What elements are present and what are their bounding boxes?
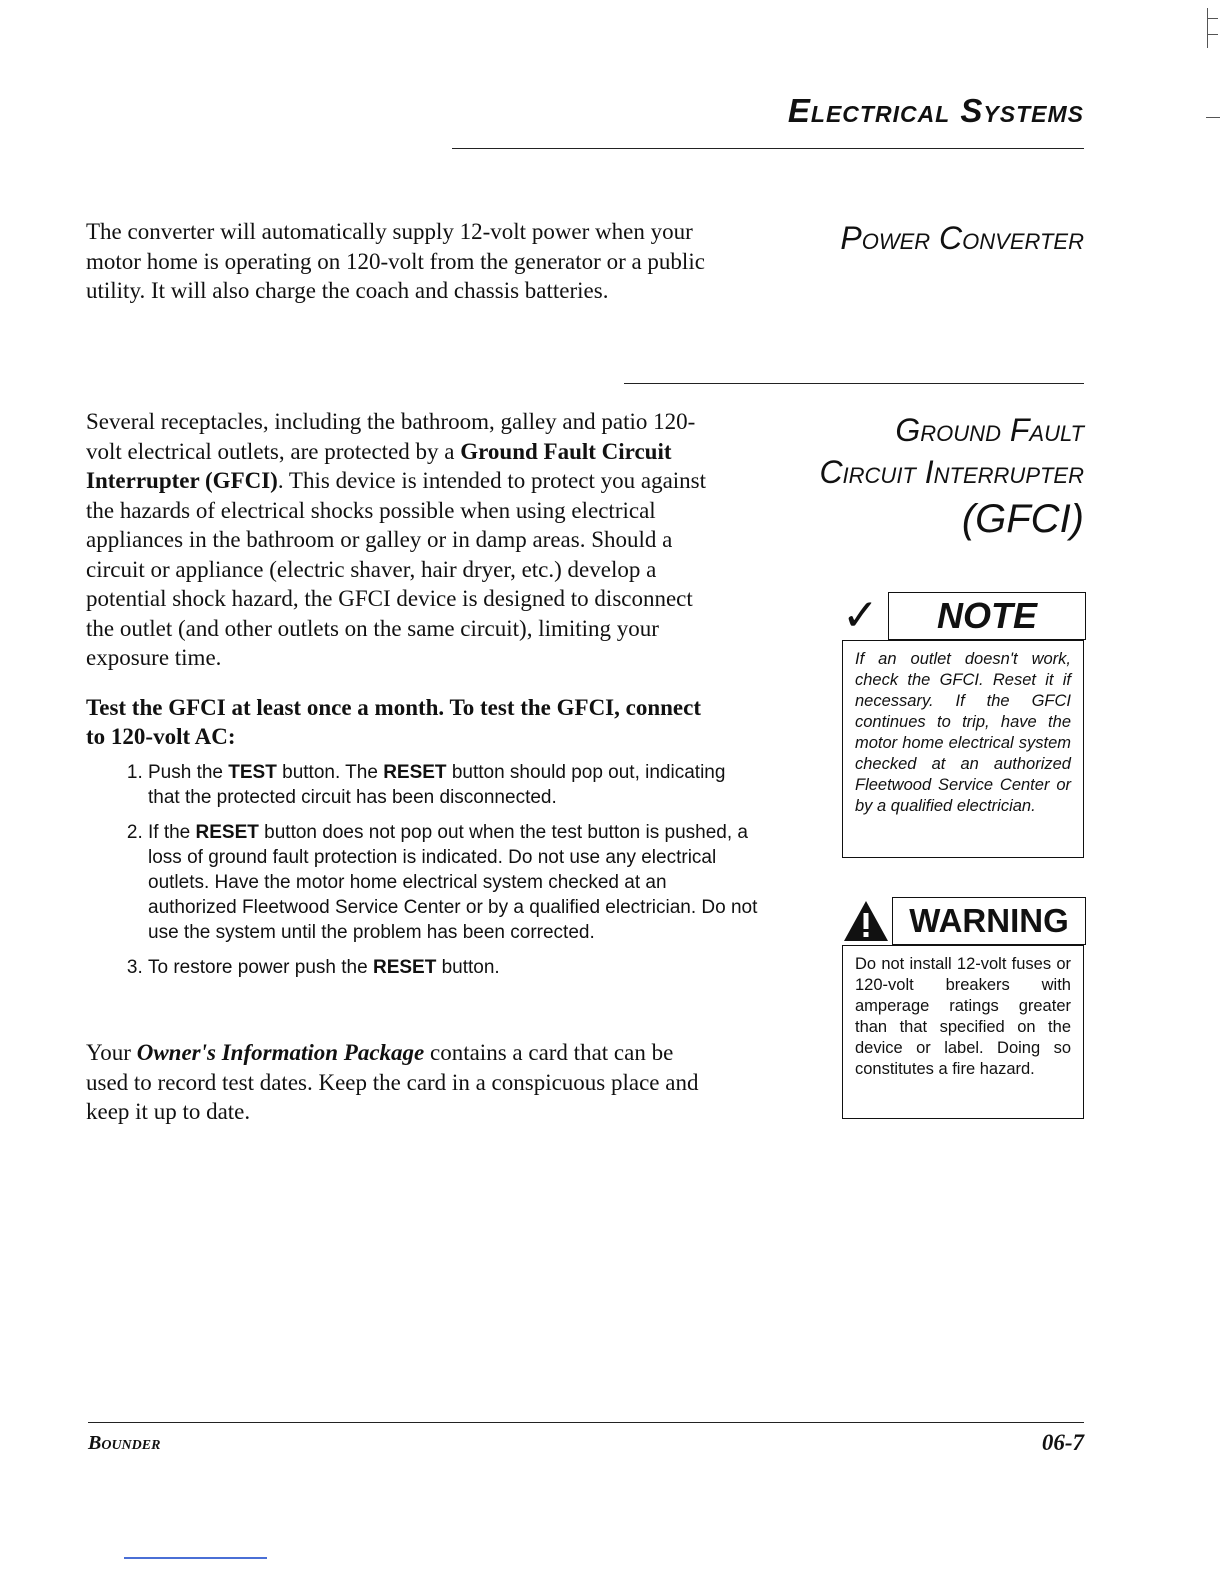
note-title: NOTE bbox=[888, 592, 1086, 640]
step-bold: RESET bbox=[372, 957, 437, 978]
gfci-intro-bold: Ground Fault Circuit Interrupter (GFCI) bbox=[86, 438, 672, 493]
warning-title: WARNING bbox=[892, 897, 1086, 945]
record-text bbox=[86, 1038, 716, 1127]
section-rule bbox=[624, 383, 1084, 384]
step-item bbox=[148, 955, 758, 980]
footer-model-name: Bounder bbox=[88, 1432, 161, 1454]
step-item bbox=[148, 820, 758, 945]
step-text: button should pop out, indicating that the protected circuit has been disconnected. bbox=[148, 762, 726, 808]
gfci-intro-part2: . This device is intended to protect you against the hazards of electrical shocks possible when using electrical appliances in the bathroom or galley or in damp areas. Should a circuit or appliance (electric shaver, hair dryer, etc.) develop a potential shock hazard, the GFCI device is designed to disconnect the outlet (and other outlets on the same circuit), limiting your exposure time. bbox=[86, 468, 707, 670]
owners-package-title: Owner's Information Package bbox=[136, 1040, 425, 1065]
note-box bbox=[842, 592, 1086, 859]
power-converter-heading: Power Converter bbox=[840, 220, 1084, 256]
gfci-heading-line3: (GFCI) bbox=[961, 497, 1084, 542]
step-text: button. The bbox=[276, 762, 384, 783]
gfci-intro bbox=[86, 407, 716, 673]
step-bold: RESET bbox=[383, 762, 447, 783]
corner-mark bbox=[1207, 8, 1220, 48]
step-text: To restore power push the bbox=[148, 957, 373, 978]
scan-line bbox=[124, 1557, 267, 1559]
warning-text: Do not install 12-volt fuses or 120-volt breakers with amperage ratings greater than that specified on the device or label. Doing so constitutes a fire hazard. bbox=[842, 945, 1084, 1119]
footer-rule bbox=[88, 1422, 1084, 1423]
note-text: If an outlet doesn't work, check the GFCI. Reset it if necessary. If the GFCI continues to trip, have the motor home electrical system checked at an authorized Fleetwood Service Center or by a qualified electrician. bbox=[842, 640, 1084, 858]
step-text: button does not pop out when the test button is pushed, a loss of ground fault protection is indicated. Do not use any electrical outlets. Have the motor home electrical system checked at an authorized Fleetwood Service Center or by a qualified electrician. Do not use the system until the problem has been corrected. bbox=[148, 822, 758, 943]
page-number: 06-7 bbox=[1041, 1430, 1084, 1455]
step-text: button. bbox=[436, 957, 500, 978]
step-text: Push the bbox=[148, 762, 229, 783]
step-bold: TEST bbox=[228, 762, 277, 783]
gfci-intro-part1: Several receptacles, including the bathroom, galley and patio 120-volt electrical outlets, are protected by a bbox=[86, 409, 696, 464]
header-rule bbox=[452, 148, 1084, 149]
gfci-heading-line2: Circuit Interrupter bbox=[819, 453, 1084, 490]
warning-triangle-icon bbox=[842, 899, 890, 943]
test-steps bbox=[110, 760, 758, 990]
warning-box bbox=[842, 897, 1086, 1120]
record-part2: contains a card that can be used to record test dates. Keep the card in a conspicuous place and keep it up to date. bbox=[86, 1040, 699, 1124]
gfci-heading bbox=[744, 410, 1084, 545]
checkmark-icon: ✓ bbox=[842, 590, 879, 641]
side-tick bbox=[1206, 117, 1220, 118]
test-heading: Test the GFCI at least once a month. To test the GFCI, connect to 120-volt AC: bbox=[86, 695, 702, 749]
chapter-title: Electrical Systems bbox=[787, 92, 1084, 129]
step-item bbox=[148, 760, 758, 810]
record-part1: Your bbox=[86, 1040, 137, 1065]
power-converter-text: The converter will automatically supply 12-volt power when your motor home is operating on 120-volt from the generator or a public utility. It will also charge the coach and chassis batteries. bbox=[86, 219, 705, 303]
gfci-heading-line1: Ground Fault bbox=[895, 412, 1084, 448]
step-bold: RESET bbox=[195, 822, 259, 843]
step-text: If the bbox=[148, 822, 196, 843]
